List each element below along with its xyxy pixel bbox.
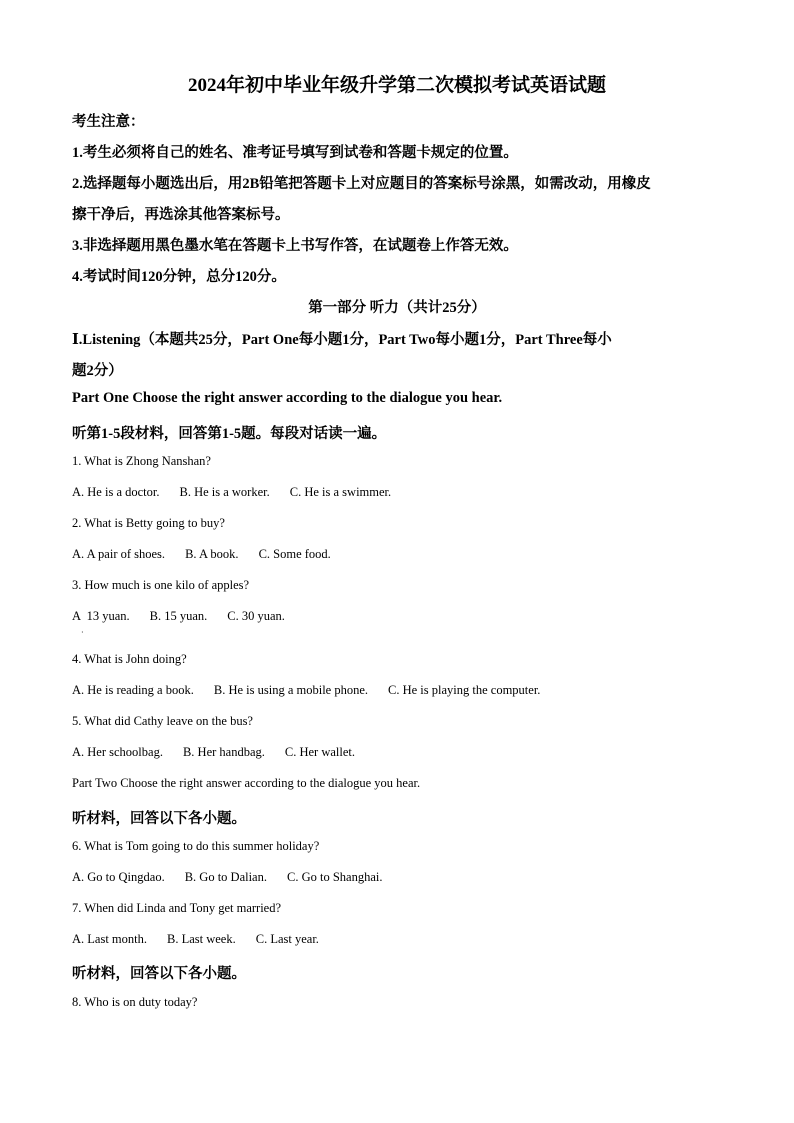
option: A. A pair of shoes. [72, 547, 166, 561]
page-title: 2024年初中毕业年级升学第二次模拟考试英语试题 [187, 75, 606, 96]
options-row [72, 932, 339, 947]
option: C. Some food. [258, 547, 331, 561]
question: 7. When did Linda and Tony get married? [72, 901, 282, 915]
option: B. Go to Dalian. [184, 870, 267, 884]
option: A. Her schoolbag. [72, 745, 163, 759]
listening-intro: 题2分） [72, 363, 123, 379]
option: B. Her handbag. [182, 745, 265, 759]
option: A. Last month. [72, 932, 147, 946]
part-one-instruction: 听第1-5段材料，回答第1-5题。每段对话读一遍。 [72, 426, 387, 442]
option: A. Go to Qingdao. [72, 870, 165, 884]
option: C. Her wallet. [284, 745, 355, 759]
options-row [72, 609, 305, 624]
question: 5. What did Cathy leave on the bus? [72, 714, 253, 728]
options-row [72, 745, 375, 760]
option: B. 15 yuan. [149, 609, 208, 623]
part-two-instruction: 听材料，回答以下各小题。 [72, 966, 246, 982]
question: 8. Who is on duty today? [72, 995, 198, 1009]
options-row [72, 870, 402, 885]
options-row [72, 485, 411, 500]
option: A 13 yuan. [72, 609, 130, 623]
option: C. Go to Shanghai. [287, 870, 383, 884]
section-title: 第一部分 听力（共计25分） [308, 300, 486, 316]
option: B. A book. [185, 547, 239, 561]
option: A. He is a doctor. [72, 485, 160, 499]
options-row [72, 547, 351, 562]
part-one-heading: Part One Choose the right answer according to the dialogue you hear. [72, 390, 503, 406]
listening-intro: Ⅰ.Listening（本题共25分，Part One每小题1分，Part Two每小题1分，Part Three每小 [72, 332, 612, 348]
option: B. He is using a mobile phone. [213, 683, 369, 697]
stray-mark: · [81, 628, 84, 637]
option: B. He is a worker. [179, 485, 270, 499]
notice-item: 4.考试时间120分钟，总分120分。 [72, 269, 286, 285]
notice-heading: 考生注意： [72, 114, 145, 130]
option: A. He is reading a book. [72, 683, 194, 697]
notice-item: 1.考生必须将自己的姓名、准考证号填写到试卷和答题卡规定的位置。 [72, 145, 518, 161]
question: 1. What is Zhong Nanshan? [72, 454, 211, 468]
question: 3. How much is one kilo of apples? [72, 578, 250, 592]
part-two-heading: Part Two Choose the right answer according to the dialogue you hear. [72, 776, 421, 790]
question: 6. What is Tom going to do this summer holiday? [72, 839, 320, 853]
option: C. He is playing the computer. [388, 683, 541, 697]
option: C. He is a swimmer. [289, 485, 392, 499]
notice-item: 3.非选择题用黑色墨水笔在答题卡上书写作答，在试题卷上作答无效。 [72, 238, 518, 254]
part-two-instruction: 听材料，回答以下各小题。 [72, 811, 246, 827]
question: 2. What is Betty going to buy? [72, 516, 225, 530]
notice-item: 2.选择题每小题选出后，用2B铅笔把答题卡上对应题目的答案标号涂黑，如需改动，用橡皮 [72, 176, 651, 192]
question: 4. What is John doing? [72, 652, 187, 666]
option: C. Last year. [255, 932, 319, 946]
option: C. 30 yuan. [227, 609, 285, 623]
options-row [72, 683, 560, 698]
notice-item: 擦干净后，再选涂其他答案标号。 [72, 207, 290, 223]
option: B. Last week. [167, 932, 236, 946]
